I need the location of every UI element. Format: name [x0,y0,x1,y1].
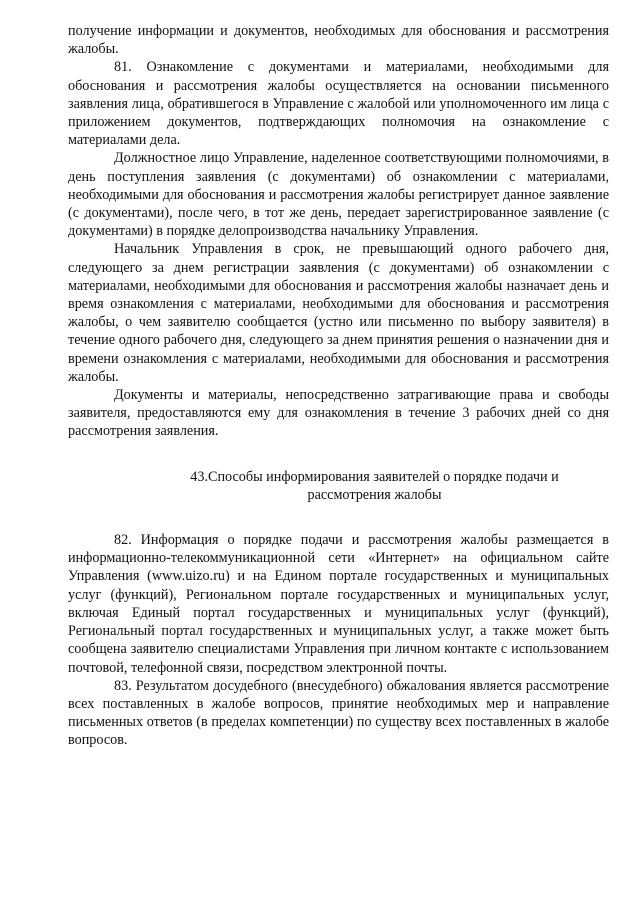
section-heading-line-2: рассмотрения жалобы [307,486,442,503]
paragraph-official-registers: Должностное лицо Управление, наделенное соответствующими полномочиями, в день поступления заявления (с документами) об ознакомлении с материалами, необходимыми для обоснования и рассмотрения жалобы регистрирует данное заявление (с документами), после чего, в тот же день, передает зарегистрированное заявление (с документами) в порядке делопроизводства начальнику Управления. [68,150,609,240]
paragraph-continuation: получение информации и документов, необходимых для обоснования и рассмотрения жалобы. [68,23,609,58]
section-heading-43 [68,468,609,504]
paragraph-83: 83. Результатом досудебного (внесудебного) обжалования является рассмотрение всех поставленных в жалобе вопросов, принятие необходимых мер и направление письменных ответов (в пределах компетенции) по существу всех поставленных в жалобе вопросов. [68,677,609,749]
paragraph-head-schedules: Начальник Управления в срок, не превышающий одного рабочего дня, следующего за днем регистрации заявления (с документами) об ознакомлении с материалами, необходимыми для обоснования и рассмотрения жалобы назначает день и время ознакомления с материалами, необходимыми для обоснования и рассмотрения жалобы, о чем заявителю сообщается (устно или письменно по выбору заявителя) в течение одного рабочего дня, следующего за днем принятия решения о назначении дня и времени ознакомления с материалами, необходимыми для обоснования и рассмотрения жалобы. [68,241,609,385]
paragraph-documents-provided: Документы и материалы, непосредственно затрагивающие права и свободы заявителя, предоставляются ему для ознакомления в течение 3 рабочих дней со дня рассмотрения заявления. [68,387,609,440]
document-page [68,22,609,750]
paragraph-81: 81. Ознакомление с документами и материалами, необходимыми для обоснования и рассмотрения жалобы осуществляется на основании письменного заявления лица, обратившегося в Управление с жалобой или уполномоченного им лица с приложением документов, подтверждающих полномочия на ознакомление с материалами дела. [68,59,609,149]
section-heading-line-1: 43.Способы информирования заявителей о порядке подачи и [190,468,559,485]
paragraph-82: 82. Информация о порядке подачи и рассмотрения жалобы размещается в информационно-телекоммуникационной сети «Интернет» на официальном сайте Управления (www.uizo.ru) и на Едином портале государственных и муниципальных услуг (функций), Региональном портале государственных и муниципальных услуг, включая Единый портал государственных и муниципальных услуг (функций), Региональный портал государственных и муниципальных услуг, а также может быть сообщена заявителю специалистами Управления при личном контакте с использованием почтовой, телефонной связи, посредством электронной почты. [68,532,609,676]
spacer [68,504,609,531]
